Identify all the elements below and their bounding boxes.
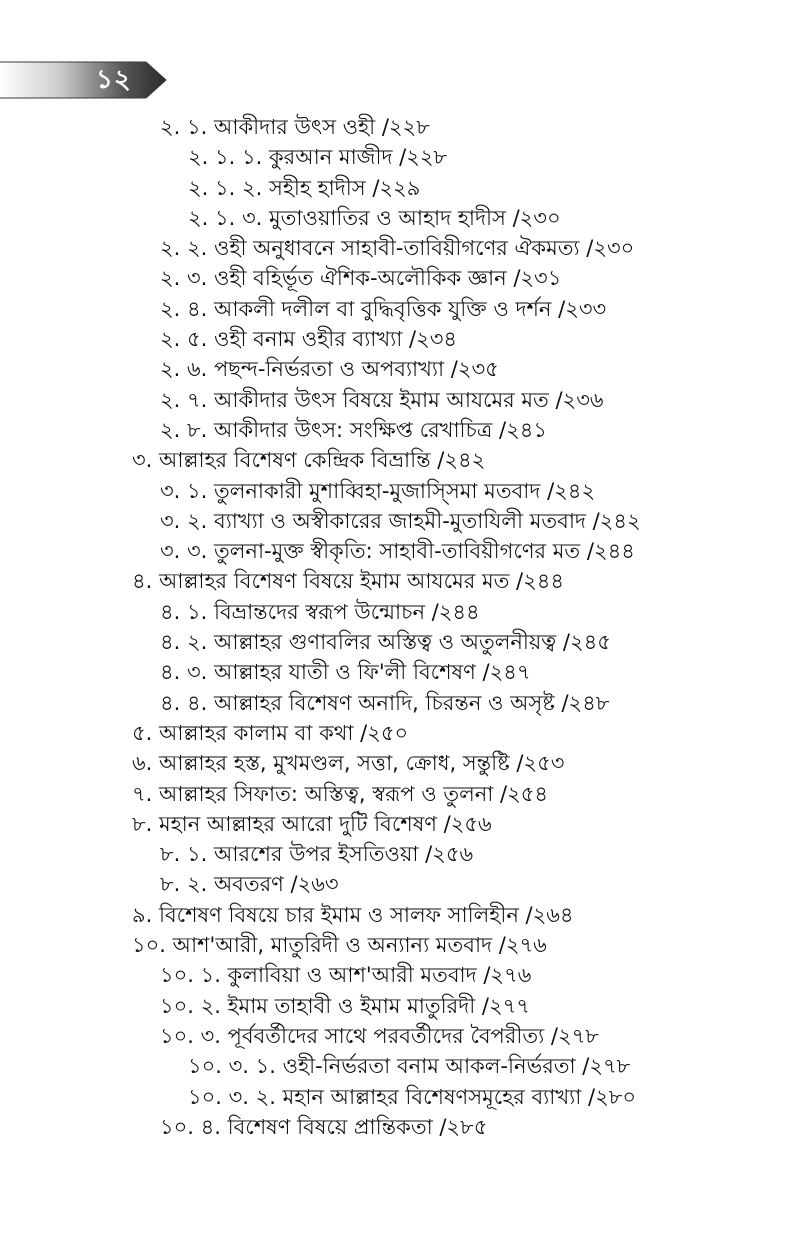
toc-entry: ৬. আল্লাহর হস্ত, মুখমণ্ডল, সত্তা, ক্রোধ, সন্তুষ্টি /২৫৩ xyxy=(132,751,565,776)
toc-entry: ১০. ৩. ২. মহান আল্লাহর বিশেষণসমূহের ব্যাখ্যা /২৮০ xyxy=(188,1084,637,1109)
toc-entry: ৩. ২. ব্যাখ্যা ও অস্বীকারের জাহমী-মুতাযিলী মতবাদ /২৪২ xyxy=(160,508,641,533)
toc-entry: ১০. আশ'আরী, মাতুরিদী ও অন্যান্য মতবাদ /২৭৬ xyxy=(132,933,547,958)
toc-entry: ২. ৮. আকীদার উৎস: সংক্ষিপ্ত রেখাচিত্র /২৪১ xyxy=(160,417,547,442)
toc-entry: ৭. আল্লাহর সিফাত: অস্তিত্ব, স্বরূপ ও তুলনা /২৫৪ xyxy=(132,781,549,806)
toc-entry: ৫. আল্লাহর কালাম বা কথা /২৫০ xyxy=(132,720,409,745)
toc-entry: ২. ৬. পছন্দ-নির্ভরতা ও অপব্যাখ্যা /২৩৫ xyxy=(160,357,499,382)
toc-entry: ২. ৪. আকলী দলীল বা বুদ্ধিবৃত্তিক যুক্তি ও দর্শন /২৩৩ xyxy=(160,296,607,321)
toc-entry: ১০. ৪. বিশেষণ বিষয়ে প্রান্তিকতা /২৮৫ xyxy=(160,1114,488,1139)
toc-entry: ৮. ২. অবতরণ /২৬৩ xyxy=(160,872,339,897)
toc-entry: ২. ২. ওহী অনুধাবনে সাহাবী-তাবিয়ীগণের ঐকমত্য /২৩০ xyxy=(160,236,635,261)
toc-entry: ৪. ২. আল্লাহর গুণাবলির অস্তিত্ব ও অতুলনীয়ত্ব /২৪৫ xyxy=(160,630,611,655)
toc-entry: ৪. ৪. আল্লাহর বিশেষণ অনাদি, চিরন্তন ও অসৃষ্ট /২৪৮ xyxy=(160,690,610,715)
toc-entry: ২. ১. ১. কুরআন মাজীদ /২২৮ xyxy=(188,145,448,170)
toc-entry: ৪. আল্লাহর বিশেষণ বিষয়ে ইমাম আযমের মত /২৪৪ xyxy=(132,569,565,594)
toc-entry: ৩. ৩. তুলনা-মুক্ত স্বীকৃতি: সাহাবী-তাবিয়ীগণের মত /২৪৪ xyxy=(160,539,635,564)
toc-entry: ৪. ১. বিভ্রান্তদের স্বরূপ উন্মোচন /২৪৪ xyxy=(160,599,480,624)
page-tab-arrow-shape xyxy=(0,58,170,102)
page-number: ১২ xyxy=(96,65,132,95)
toc-entry: ২. ৫. ওহী বনাম ওহীর ব্যাখ্যা /২৩৪ xyxy=(160,327,458,352)
toc-entry: ২. ৩. ওহী বহির্ভূত ঐশিক-অলৌকিক জ্ঞান /২৩১ xyxy=(160,266,562,291)
toc-entry: ১০. ১. কুলাবিয়া ও আশ'আরী মতবাদ /২৭৬ xyxy=(160,963,532,988)
page-number-tab xyxy=(0,58,170,102)
toc-entry: ২. ১. আকীদার উৎস ওহী /২২৮ xyxy=(160,115,430,139)
table-of-contents xyxy=(0,112,800,1142)
toc-entry: ৩. আল্লাহর বিশেষণ কেন্দ্রিক বিভ্রান্তি /২৪২ xyxy=(132,448,486,473)
toc-entry: ৮. মহান আল্লাহর আরো দুটি বিশেষণ /২৫৬ xyxy=(132,811,492,836)
toc-entry: ২. ১. ৩. মুতাওয়াতির ও আহাদ হাদীস /২৩০ xyxy=(188,205,561,230)
toc-entry: ২. ১. ২. সহীহ হাদীস /২২৯ xyxy=(188,175,421,200)
toc-entry: ৯. বিশেষণ বিষয়ে চার ইমাম ও সালফ সালিহীন /২৬৪ xyxy=(132,902,574,927)
toc-entry: ১০. ২. ইমাম তাহাবী ও ইমাম মাতুরিদী /২৭৭ xyxy=(160,993,530,1018)
toc-entry: ৪. ৩. আল্লাহর যাতী ও ফি'লী বিশেষণ /২৪৭ xyxy=(160,660,531,685)
toc-entry: ৩. ১. তুলনাকারী মুশাব্বিহা-মুজাস্সিমা মতবাদ /২৪২ xyxy=(160,478,596,503)
toc-entry: ১০. ৩. পূর্ববর্তীদের সাথে পরবর্তীদের বৈপরীত্য /২৭৮ xyxy=(160,1023,599,1048)
toc-entry: ২. ৭. আকীদার উৎস বিষয়ে ইমাম আযমের মত /২৩৬ xyxy=(160,387,604,412)
toc-entry: ৮. ১. আরশের উপর ইসতিওয়া /২৫৬ xyxy=(160,842,474,867)
toc-entry: ১০. ৩. ১. ওহী-নির্ভরতা বনাম আকল-নির্ভরতা /২৭৮ xyxy=(188,1054,631,1079)
